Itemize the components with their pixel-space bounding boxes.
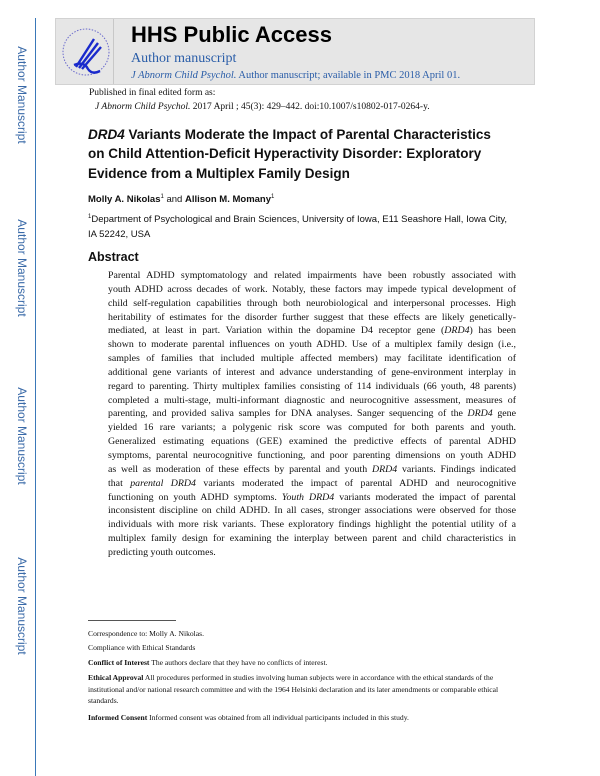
side-label-author-manuscript: Author Manuscript (15, 557, 29, 655)
journal-availability (131, 70, 460, 81)
abstract-line (108, 407, 516, 421)
abstract-text: predicting youth outcomes. (108, 546, 216, 558)
abstract-text: variants moderated the impact of parental (334, 491, 516, 503)
abstract-text: that (108, 477, 131, 489)
abstract-body (108, 269, 516, 560)
abstract-text: yielded 16 rare variants; a polygenic risk score was computed for both parents and youth. (108, 422, 516, 434)
ethical-approval (88, 672, 518, 707)
abstract-text: variants moderated the impact of parental ADHD and neurocognitive (195, 477, 516, 489)
abstract-italic-term: parental DRD4 (130, 477, 196, 489)
hhs-header-box (55, 18, 535, 85)
ethical-label: Ethical Approval (88, 673, 144, 682)
abstract-line (108, 269, 516, 283)
abstract-text: as well as moderation of these effects by parental and youth (108, 463, 372, 475)
journal-name: J Abnorm Child Psychol. (131, 70, 237, 81)
abstract-text: gene (492, 408, 516, 420)
abstract-text: inconsistent discipline on child ADHD. In all cases, stronger associations were observed for those (108, 505, 516, 517)
abstract-line (108, 311, 516, 325)
abstract-line (108, 477, 516, 491)
abstract-text: completed a multi-stage, multi-informant diagnostic and neurocognitive assessment, measures of (108, 394, 516, 406)
title-line: Evidence from a Multiplex Family Design (88, 165, 350, 181)
abstract-text: mediated, at least in part. Variation within the dopamine D4 receptor gene ( (108, 325, 445, 337)
abstract-text: regard to parenting. Thirty multiplex families consisting of 114 individuals (66 youth, 48 parents) (108, 380, 516, 392)
author-name: Allison M. Momany (184, 194, 272, 206)
hhs-eagle-logo-icon (56, 19, 114, 84)
abstract-line (108, 380, 516, 394)
abstract-line (108, 532, 516, 546)
abstract-line (108, 463, 516, 477)
abstract-line (108, 491, 516, 505)
abstract-heading: Abstract (88, 250, 139, 264)
affiliation-marker: 1 (160, 194, 164, 200)
conflict-text: The authors declare that they have no conflicts of interest. (149, 658, 328, 667)
margin-rule (35, 18, 36, 776)
abstract-line (108, 546, 516, 560)
abstract-text: Parental ADHD symptomatology and related impairments have been robustly associated with (108, 270, 516, 281)
abstract-line (108, 504, 516, 518)
abstract-text: samples of families that included multiple affected members) may facilitate identification of (108, 353, 516, 365)
abstract-italic-term: DRD4 (444, 325, 470, 337)
abstract-text: individuals with more risk variants. These exploratory findings highlight the potential utility of a (108, 519, 516, 531)
citation-journal: J Abnorm Child Psychol. (95, 102, 191, 112)
affiliation (88, 210, 508, 242)
abstract-text: child self-regulation capabilities through both neurobiological and interpersonal processes. High (108, 297, 516, 309)
abstract-line (108, 394, 516, 408)
affiliation-text: Department of Psychological and Brain Sciences, University of Iowa, E11 Seashore Hall, Iowa City, IA 52242, USA (88, 214, 508, 240)
abstract-italic-term: DRD4 (467, 408, 493, 420)
abstract-text: symptoms, parental neurocognitive functioning, and poor parenting dimensions on youth ADHD (108, 449, 516, 461)
author-name: Molly A. Nikolas (88, 194, 161, 206)
citation-details: 2017 April ; 45(3): 429–442. doi:10.1007/s10802-017-0264-y. (190, 102, 430, 112)
availability-text: Author manuscript; available in PMC 2018 April 01. (236, 70, 461, 81)
conflict-of-interest (88, 657, 518, 669)
abstract-text: multiplex family design for examining the interplay between parent and child characteristics in (108, 533, 516, 545)
article-title (88, 125, 528, 183)
author-separator: and (163, 194, 185, 206)
author-manuscript-label: Author manuscript (131, 51, 237, 66)
authors (88, 194, 274, 205)
abstract-text: Generalized estimating equations (GEE) examined the predictive effects of parental ADHD (108, 436, 516, 448)
abstract-line (108, 435, 516, 449)
affiliation-marker: 1 (88, 214, 92, 220)
abstract-line (108, 297, 516, 311)
abstract-line (108, 352, 516, 366)
abstract-text: parenting, and provided saliva samples for DNA analyses. Sanger sequencing of the (108, 408, 468, 420)
abstract-italic-term: Youth DRD4 (281, 491, 335, 503)
abstract-text: heritability of estimates for the disorder further suggest that these effects are likely genetically- (108, 311, 516, 323)
side-label-author-manuscript: Author Manuscript (15, 387, 29, 485)
ethical-text: All procedures performed in studies involving human subjects were in accordance with the ethical standards of the institutional and/or national research committee and with the 1964 Helsinki declaration and its later amendments or comparable ethical standards. (88, 673, 499, 705)
abstract-line (108, 518, 516, 532)
abstract-line (108, 421, 516, 435)
informed-consent (88, 712, 518, 724)
title-line: Variants Moderate the Impact of Parental Characteristics (124, 127, 491, 142)
correspondence: Correspondence to: Molly A. Nikolas. (88, 629, 205, 638)
abstract-italic-term: DRD4 (371, 463, 398, 475)
abstract-text: shown to moderate parental influences on youth ADHD. Use of a multiplex family design (i.e., (108, 339, 516, 351)
abstract-line (108, 449, 516, 463)
abstract-text: variants. Findings indicated (397, 463, 516, 475)
citation (95, 102, 430, 112)
title-line: on Child Attention-Deficit Hyperactivity Disorder: Exploratory (88, 146, 482, 162)
side-label-author-manuscript: Author Manuscript (15, 46, 29, 144)
side-label-author-manuscript: Author Manuscript (15, 219, 29, 317)
abstract-text: youth ADHD across decades of work. Notably, these factors may impede typical development of (108, 283, 516, 295)
abstract-line (108, 366, 516, 380)
hhs-public-access-title: HHS Public Access (131, 22, 332, 47)
affiliation-marker: 1 (271, 194, 275, 200)
abstract-line (108, 324, 516, 338)
consent-text: Informed consent was obtained from all individual participants included in this study. (147, 713, 409, 722)
published-label: Published in final edited form as: (89, 88, 216, 98)
abstract-line (108, 338, 516, 352)
consent-label: Informed Consent (88, 713, 148, 722)
footnote-rule (88, 620, 176, 621)
abstract-text: ) has been (469, 325, 516, 337)
abstract-line (108, 283, 516, 297)
conflict-label: Conflict of Interest (88, 658, 150, 667)
title-gene: DRD4 (88, 127, 125, 142)
compliance-heading: Compliance with Ethical Standards (88, 643, 196, 652)
abstract-text: functioning on youth ADHD symptoms. (108, 491, 282, 503)
abstract-text: additional gene variants of interest and advance understanding of gene-environment interplay in (108, 366, 516, 378)
